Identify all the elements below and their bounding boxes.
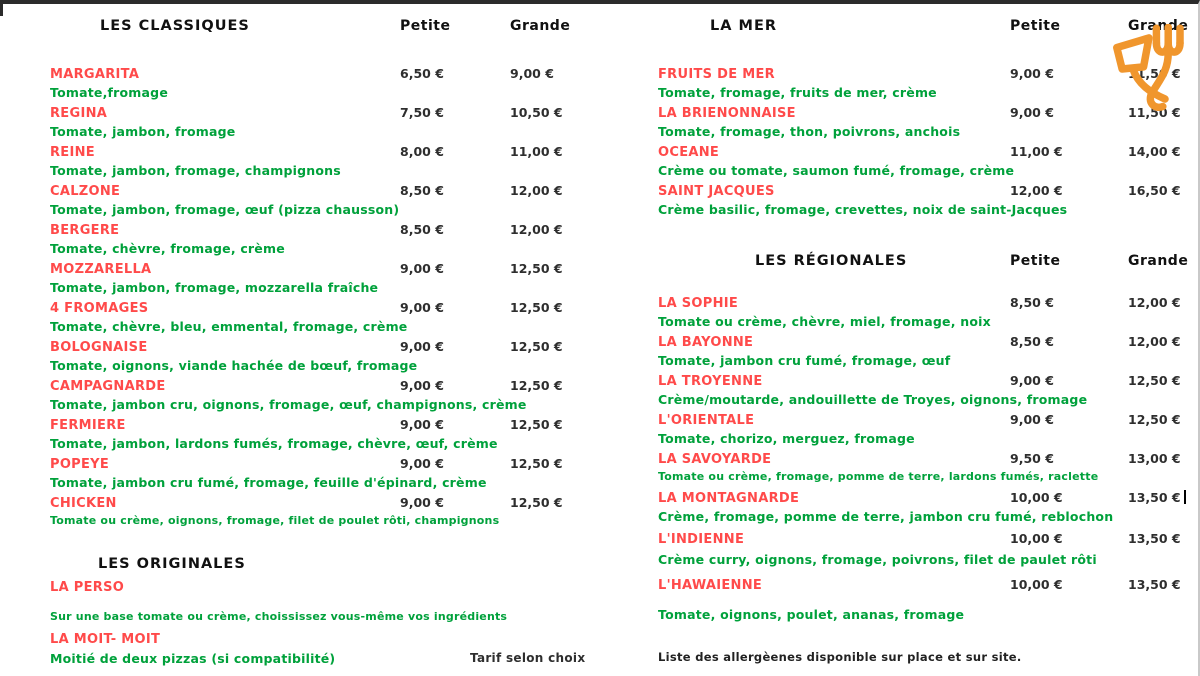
- menu-item-row: [50, 261, 602, 280]
- menu-item-row: [658, 373, 1181, 392]
- menu-item-price-grande: 12,50 €: [510, 300, 563, 315]
- menu-item-price-grande: 12,50 €: [510, 417, 563, 432]
- menu-item-price-petite: 9,00 €: [1010, 412, 1054, 427]
- section-originales: [50, 556, 602, 670]
- menu-item-description: Tomate, fromage, fruits de mer, crème: [658, 85, 937, 100]
- section-regionales: [658, 253, 1189, 626]
- menu-item-description: Tomate, jambon cru fumé, fromage, œuf: [658, 353, 951, 368]
- menu-item-description: Tomate,fromage: [50, 85, 168, 100]
- menu-item-name: LA BRIENONNAISE: [658, 106, 796, 121]
- text-cursor: [1184, 490, 1186, 504]
- menu-item-row: [50, 222, 602, 241]
- menu-item-row: [50, 105, 602, 124]
- price-column-header-grande: Grande: [1128, 253, 1189, 269]
- menu-item-row: [50, 417, 602, 436]
- menu-item-description: Tomate, chèvre, bleu, emmental, fromage, crème: [50, 319, 408, 334]
- menu-item-name: 4 FROMAGES: [50, 301, 149, 316]
- price-column-header-grande: Grande: [1128, 18, 1189, 34]
- menu-item-price-petite: 10,00 €: [1010, 577, 1063, 592]
- menu-item-name: SAINT JACQUES: [658, 184, 775, 199]
- menu-item-name: L'HAWAIENNE: [658, 578, 763, 593]
- menu-item-name: CAMPAGNARDE: [50, 379, 166, 394]
- menu-item-name: BERGERE: [50, 223, 120, 238]
- menu-item-price-petite: 9,00 €: [400, 378, 444, 393]
- section-title: LES ORIGINALES: [98, 556, 246, 572]
- menu-item-name: CALZONE: [50, 184, 121, 199]
- menu-item-description: Sur une base tomate ou crème, choississez vous-même vos ingrédients: [50, 610, 508, 623]
- menu-item-price-grande: 12,00 €: [1128, 334, 1181, 349]
- menu-item-price-petite: 6,50 €: [400, 66, 444, 81]
- section-classiques: [50, 18, 602, 533]
- menu-item-description: Tomate, jambon, fromage, champignons: [50, 163, 341, 178]
- menu-item-price-grande: 11,50 €: [1128, 66, 1181, 81]
- menu-item-price-petite: 8,50 €: [400, 183, 444, 198]
- menu-item-row: [658, 105, 1181, 124]
- menu-item-description: Tomate, jambon, fromage, mozzarella fraîche: [50, 280, 379, 295]
- menu-item-description: Moitié de deux pizzas (si compatibilité): [50, 651, 336, 666]
- glass-and-fork-icon: [1110, 24, 1190, 114]
- menu-item-row: [658, 577, 1181, 596]
- left-column: [50, 18, 602, 671]
- menu-item-price-petite: 9,00 €: [1010, 373, 1054, 388]
- menu-item-price-grande: 12,00 €: [1128, 295, 1181, 310]
- menu-item-row: [50, 378, 602, 397]
- price-column-header-petite: Petite: [1010, 253, 1061, 269]
- menu-item-price-grande: 12,50 €: [1128, 412, 1181, 427]
- menu-item-row: [50, 183, 602, 202]
- menu-item-description-row: [50, 651, 602, 670]
- menu-item-description: Tomate, jambon, fromage: [50, 124, 236, 139]
- menu-item-name: LA SAVOYARDE: [658, 452, 772, 467]
- menu-item-price-grande: 13,00 €: [1128, 451, 1181, 466]
- menu-item-description: Crème, fromage, pomme de terre, jambon cru fumé, reblochon: [658, 509, 1114, 524]
- price-column-header-petite: Petite: [1010, 18, 1061, 34]
- menu-item-name: POPEYE: [50, 457, 110, 472]
- menu-item-row: [658, 144, 1181, 163]
- menu-item-price-grande: 13,50 €: [1128, 577, 1181, 592]
- menu-item-price-petite: 9,00 €: [400, 300, 444, 315]
- section-title: LES CLASSIQUES: [100, 18, 250, 34]
- menu-item-row: [50, 300, 602, 319]
- menu-item-price-grande: 12,00 €: [510, 183, 563, 198]
- section-mer: [658, 18, 1189, 221]
- menu-item-name: LA TROYENNE: [658, 374, 763, 389]
- menu-item-price-petite: 10,00 €: [1010, 531, 1063, 546]
- menu-item-description: Tomate ou crème, oignons, fromage, filet de poulet rôti, champignons: [50, 514, 500, 527]
- menu-item-description: Tomate ou crème, chèvre, miel, fromage, noix: [658, 314, 991, 329]
- menu-item-row: [658, 451, 1181, 470]
- menu-item-description: Crème basilic, fromage, crevettes, noix de saint-Jacques: [658, 202, 1068, 217]
- menu-item-row: [50, 632, 602, 651]
- menu-item-description: Crème ou tomate, saumon fumé, fromage, crème: [658, 163, 1015, 178]
- menu-item-row: [658, 66, 1181, 85]
- menu-item-description: Tomate, jambon cru fumé, fromage, feuille d'épinard, crème: [50, 475, 487, 490]
- menu-item-name: REGINA: [50, 106, 108, 121]
- menu-item-price-petite: 9,00 €: [400, 339, 444, 354]
- menu-item-name: L'INDIENNE: [658, 532, 745, 547]
- menu-item-price-petite: 9,00 €: [400, 495, 444, 510]
- menu-item-name: LA SOPHIE: [658, 296, 739, 311]
- menu-item-price-grande: 13,50 €: [1128, 531, 1181, 546]
- menu-item-name: MARGARITA: [50, 67, 140, 82]
- menu-item-price-grande: 12,50 €: [1128, 373, 1181, 388]
- menu-item-price-grande: 12,50 €: [510, 261, 563, 276]
- menu-item-name: CHICKEN: [50, 496, 117, 511]
- section-title: LES RÉGIONALES: [755, 253, 908, 269]
- menu-item-row: [50, 144, 602, 163]
- menu-item-name: BOLOGNAISE: [50, 340, 148, 355]
- menu-item-description: Tomate, jambon cru, oignons, fromage, œuf, champignons, crème: [50, 397, 527, 412]
- menu-item-name: LA BAYONNE: [658, 335, 754, 350]
- menu-item-description: Tomate, chèvre, fromage, crème: [50, 241, 285, 256]
- menu-item-row: [50, 580, 602, 599]
- menu-item-price-petite: 11,00 €: [1010, 144, 1063, 159]
- menu-item-price-petite: 9,00 €: [400, 417, 444, 432]
- menu-item-price-petite: 12,00 €: [1010, 183, 1063, 198]
- menu-item-name: OCEANE: [658, 145, 720, 160]
- menu-item-price-grande: 12,50 €: [510, 456, 563, 471]
- menu-item-price-petite: 10,00 €: [1010, 490, 1063, 505]
- window-corner-mark: [0, 4, 3, 16]
- menu-item-price-petite: 9,00 €: [1010, 66, 1054, 81]
- menu-item-price-petite: 8,50 €: [1010, 295, 1054, 310]
- menu-item-price-grande: 16,50 €: [1128, 183, 1181, 198]
- menu-item-price-grande: 12,50 €: [510, 339, 563, 354]
- allergen-note: Liste des allergèenes disponible sur place et sur site.: [658, 650, 1022, 664]
- menu-item-description: Tomate, fromage, thon, poivrons, anchois: [658, 124, 961, 139]
- menu-item-row: [50, 456, 602, 475]
- menu-item-price-grande: 9,00 €: [510, 66, 554, 81]
- menu-item-price-petite: 9,50 €: [1010, 451, 1054, 466]
- section-header: [658, 18, 1189, 38]
- section-header: [50, 18, 602, 38]
- price-column-header-grande: Grande: [510, 18, 571, 34]
- price-column-header-petite: Petite: [400, 18, 451, 34]
- section-title: LA MER: [710, 18, 778, 34]
- menu-item-name: LA MONTAGNARDE: [658, 491, 800, 506]
- menu-item-description: Tomate, chorizo, merguez, fromage: [658, 431, 915, 446]
- menu-item-name: L'ORIENTALE: [658, 413, 755, 428]
- menu-item-price-petite: 9,00 €: [400, 261, 444, 276]
- menu-item-name: REINE: [50, 145, 95, 160]
- menu-item-price-grande: 11,00 €: [510, 144, 563, 159]
- right-column: [658, 18, 1189, 627]
- menu-item-price-grande: 11,50 €: [1128, 105, 1181, 120]
- menu-item-row: [50, 495, 602, 514]
- menu-item-description: Crème curry, oignons, fromage, poivrons, filet de paulet rôti: [658, 552, 1097, 567]
- menu-item-price-grande: 12,50 €: [510, 495, 563, 510]
- menu-item-name: LA PERSO: [50, 580, 125, 595]
- menu-item-row: [50, 339, 602, 358]
- menu-item-name: MOZZARELLA: [50, 262, 152, 277]
- menu-item-description: Crème/moutarde, andouillette de Troyes, oignons, fromage: [658, 392, 1088, 407]
- menu-item-row: [50, 66, 602, 85]
- menu-item-row: [658, 412, 1181, 431]
- menu-item-description: Tomate, oignons, poulet, ananas, fromage: [658, 607, 965, 622]
- menu-item-price-grande: 13,50 €: [1128, 490, 1186, 505]
- menu-item-description: Tomate, oignons, viande hachée de bœuf, fromage: [50, 358, 418, 373]
- menu-item-price-petite: 9,00 €: [1010, 105, 1054, 120]
- tarif-note: Tarif selon choix: [470, 651, 586, 665]
- menu-item-price-petite: 8,00 €: [400, 144, 444, 159]
- menu-item-description: Tomate, jambon, lardons fumés, fromage, chèvre, œuf, crème: [50, 436, 498, 451]
- section-header: [50, 556, 602, 576]
- menu-item-price-petite: 7,50 €: [400, 105, 444, 120]
- menu-item-description: Tomate ou crème, fromage, pomme de terre, lardons fumés, raclette: [658, 470, 1099, 483]
- menu-item-row: [658, 531, 1181, 550]
- menu-item-name: FERMIERE: [50, 418, 126, 433]
- menu-item-name: FRUITS DE MER: [658, 67, 775, 82]
- menu-item-price-petite: 8,50 €: [400, 222, 444, 237]
- menu-item-price-grande: 12,00 €: [510, 222, 563, 237]
- menu-item-price-petite: 9,00 €: [400, 456, 444, 471]
- menu-item-price-petite: 8,50 €: [1010, 334, 1054, 349]
- menu-item-row: [658, 295, 1181, 314]
- menu-item-row: [658, 490, 1181, 509]
- menu-item-row: [658, 334, 1181, 353]
- menu-item-name: LA MOIT- MOIT: [50, 632, 161, 647]
- menu-item-price-grande: 12,50 €: [510, 378, 563, 393]
- menu-item-price-grande: 14,00 €: [1128, 144, 1181, 159]
- menu-item-row: [658, 183, 1181, 202]
- section-header: [658, 253, 1189, 273]
- menu-item-description: Tomate, jambon, fromage, œuf (pizza chausson): [50, 202, 400, 217]
- menu-item-price-grande: 10,50 €: [510, 105, 563, 120]
